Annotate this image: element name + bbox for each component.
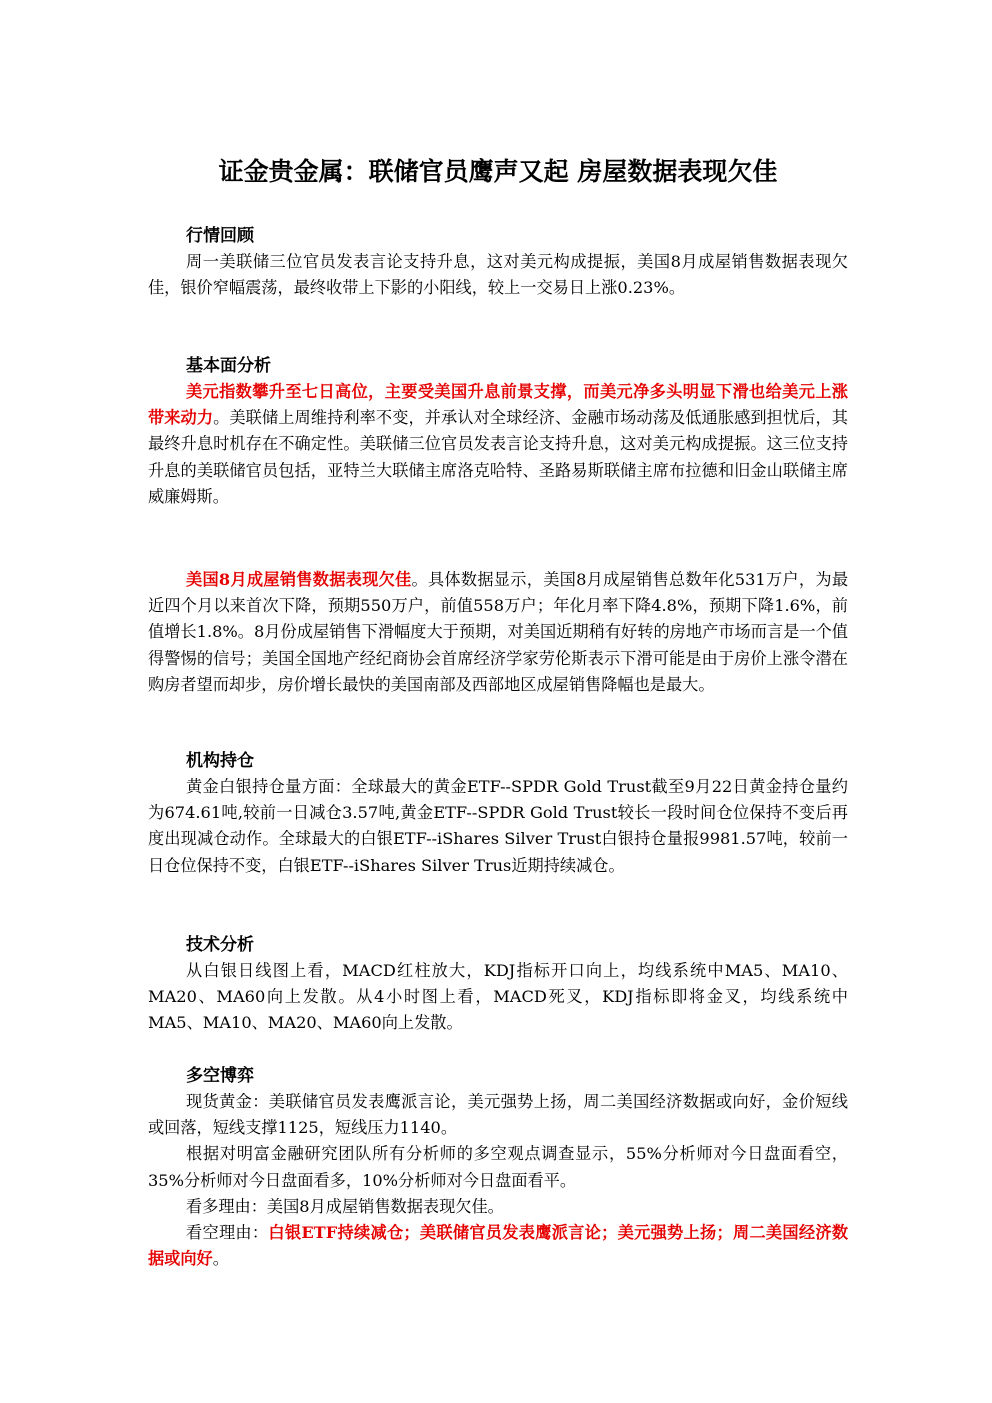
paragraph bbox=[148, 249, 848, 301]
paragraph-text: 周一美联储三位官员发表言论支持升息，这对美元构成提振，美国8月成屋销售数据表现欠佳，银价窄幅震荡，最终收带上下影的小阳线，较上一交易日上涨0.23%。 bbox=[148, 252, 848, 298]
section-heading: 机构持仓 bbox=[186, 751, 254, 771]
section-heading: 技术分析 bbox=[186, 935, 254, 955]
section-heading: 基本面分析 bbox=[186, 356, 271, 376]
document-title: 证金贵金属：联储官员鹰声又起 房屋数据表现欠佳 bbox=[218, 157, 778, 186]
paragraph-text: 。具体数据显示，美国8月成屋销售总数年化531万户，为最近四个月以来首次下降，预期550万户，前值558万户；年化月率下降4.8%，预期下降1.6%，前值增长1.8%。8月份成屋销售下滑幅度大于预期，对美国近期稍有好转的房地产市场而言是一个值得警惕的信号；美国全国地产经纪商协会首席经济学家劳伦斯表示下滑可能是由于房价上涨令潜在购房者望而却步，房价增长最快的美国南部及西部地区成屋销售降幅也是最大。 bbox=[148, 570, 849, 694]
section-institutional-holdings bbox=[148, 748, 848, 879]
paragraph bbox=[148, 774, 848, 879]
section-heading: 多空博弈 bbox=[186, 1066, 254, 1086]
section-market-review bbox=[148, 223, 848, 301]
highlight-text: 白银ETF持续减仓；美联储官员发表鹰派言论；美元强势上扬；周二美国经济数据或向好 bbox=[148, 1223, 849, 1269]
paragraph-text: 根据对明富金融研究团队所有分析师的多空观点调查显示，55%分析师对今日盘面看空，35%分析师对今日盘面看多，10%分析师对今日盘面看平。 bbox=[148, 1144, 848, 1190]
paragraph bbox=[148, 567, 848, 698]
paragraph-text: 看多理由：美国8月成屋销售数据表现欠佳。 bbox=[186, 1196, 504, 1216]
paragraph bbox=[148, 379, 848, 510]
paragraph bbox=[148, 1141, 848, 1193]
section-technical-analysis bbox=[148, 932, 848, 1037]
paragraph bbox=[148, 1089, 848, 1141]
paragraph-label: 看空理由： bbox=[186, 1223, 269, 1243]
paragraph bbox=[148, 958, 848, 1037]
paragraph-text: 现货黄金：美联储官员发表鹰派言论，美元强势上扬，周二美国经济数据或向好，金价短线或回落，短线支撑1125，短线压力1140。 bbox=[148, 1092, 848, 1138]
highlight-text: 美元指数攀升至七日高位，主要受美国升息前景支撑，而美元净多头明显下滑也给美元上涨带来动力 bbox=[148, 382, 848, 428]
paragraph-text: 黄金白银持仓量方面：全球最大的黄金ETF--SPDR Gold Trust截至9月22日黄金持仓量约为674.61吨,较前一日减仓3.57吨,黄金ETF--SPDR Gold Trust较长一段时间仓位保持不变后再度出现减仓动作。全球最大的白银ETF--iShares Silver Trust白银持仓量报9981.57吨，较前一日仓位保持不变，白银ETF--iShares Silver Trus近期持续减仓。 bbox=[148, 777, 848, 875]
highlight-text: 美国8月成屋销售数据表现欠佳 bbox=[186, 570, 412, 589]
paragraph bbox=[148, 1220, 848, 1272]
section-fundamental-analysis-cont bbox=[148, 567, 848, 698]
paragraph-text: 。 bbox=[212, 1249, 229, 1269]
section-fundamental-analysis bbox=[148, 353, 848, 510]
paragraph-text: 。美联储上周维持利率不变，并承认对全球经济、金融市场动荡及低通胀感到担忧后，其最终升息时机存在不确定性。美联储三位官员发表言论支持升息，这对美元构成提振。这三位支持升息的美联储官员包括，亚特兰大联储主席洛克哈特、圣路易斯联储主席布拉德和旧金山联储主席威廉姆斯。 bbox=[148, 408, 848, 506]
section-heading: 行情回顾 bbox=[186, 226, 254, 246]
paragraph bbox=[148, 1194, 848, 1220]
section-bull-bear bbox=[148, 1063, 848, 1272]
paragraph-text: 从白银日线图上看，MACD红柱放大，KDJ指标开口向上，均线系统中MA5、MA10、MA20、MA60向上发散。从4小时图上看，MACD死叉，KDJ指标即将金叉，均线系统中MA5、MA10、MA20、MA60向上发散。 bbox=[148, 961, 848, 1033]
